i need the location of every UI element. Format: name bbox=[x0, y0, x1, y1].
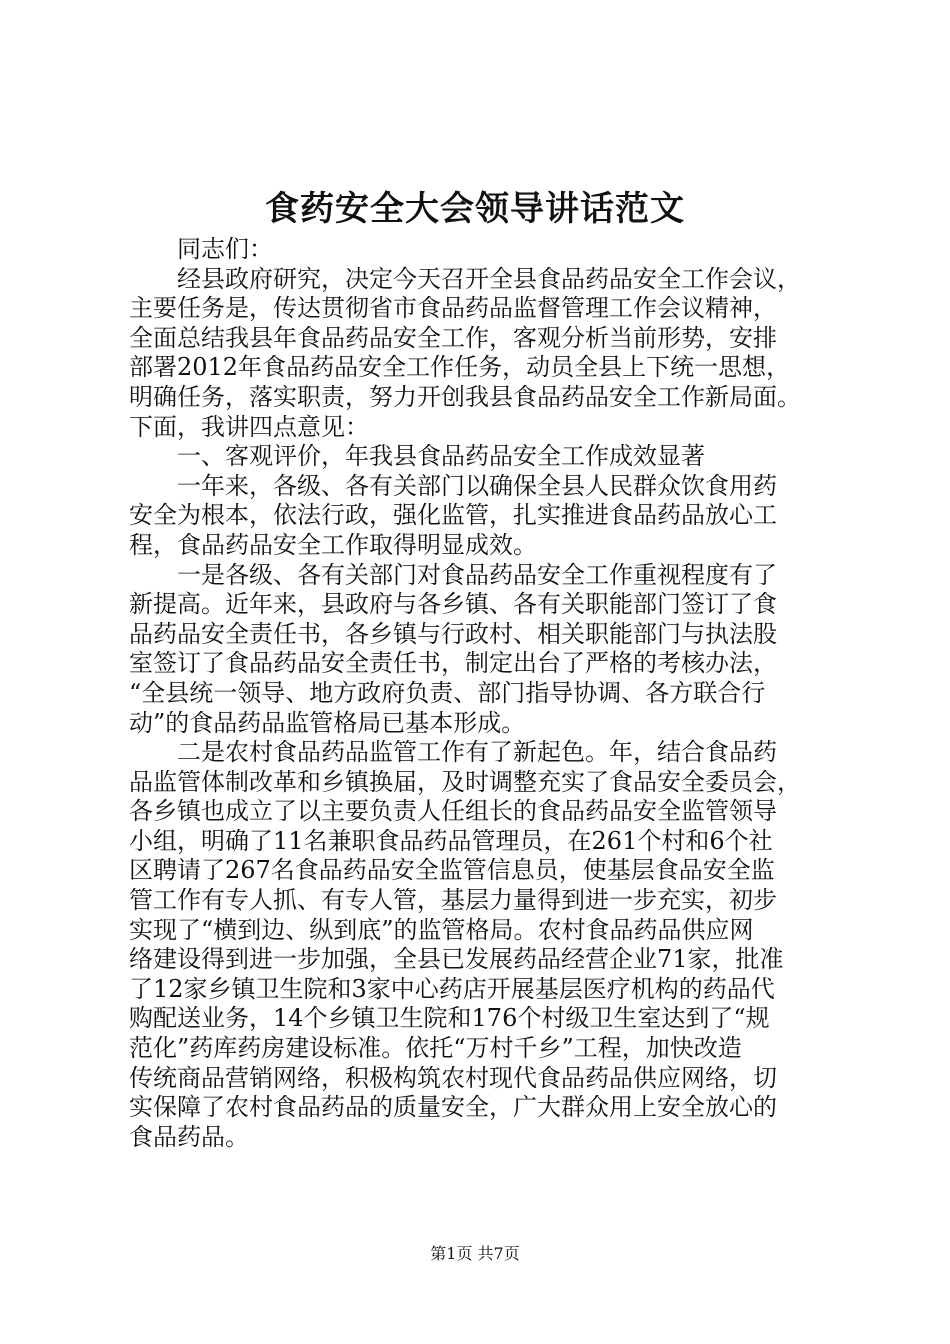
text-line: 范化”药库药房建设标准。依托“万村千乡”工程，加快改造 bbox=[129, 1034, 742, 1063]
paragraph-point-two bbox=[129, 738, 834, 1152]
text-line: 品药品安全责任书，各乡镇与行政村、相关职能部门与执法股 bbox=[129, 619, 777, 648]
page-number-footer: 第1页 共7页 bbox=[430, 1244, 520, 1263]
text-line: “全县统一领导、地方政府负责、部门指导协调、各方联合行 bbox=[129, 678, 766, 707]
text-line: 同志们： bbox=[177, 235, 273, 263]
text-line: 一年来，各级、各有关部门以确保全县人民群众饮食用药 bbox=[177, 471, 777, 500]
text-line: 主要任务是，传达贯彻省市食品药品监督管理工作会议精神， bbox=[129, 294, 777, 323]
document-body bbox=[129, 235, 834, 1152]
text-line: 二是农村食品药品监管工作有了新起色。年，结合食品药 bbox=[177, 738, 777, 767]
text-line: 品监管体制改革和乡镇换届，及时调整充实了食品安全委员会， bbox=[129, 767, 801, 796]
text-line: 下面，我讲四点意见： bbox=[129, 412, 369, 441]
paragraph-point-one bbox=[129, 561, 834, 739]
text-line: 传统商品营销网络，积极构筑农村现代食品药品供应网络，切 bbox=[129, 1063, 777, 1092]
text-line: 安全为根本，依法行政，强化监管，扎实推进食品药品放心工 bbox=[129, 501, 777, 530]
text-line: 实保障了农村食品药品的质量安全，广大群众用上安全放心的 bbox=[129, 1093, 777, 1122]
text-line: 一、客观评价，年我县食品药品安全工作成效显著 bbox=[177, 442, 705, 471]
text-line: 络建设得到进一步加强，全县已发展药品经营企业71家，批准 bbox=[129, 945, 784, 974]
text-line: 各乡镇也成立了以主要负责人任组长的食品药品安全监管领导 bbox=[129, 797, 777, 826]
text-line: 小组，明确了11名兼职食品药品管理员，在261个村和6个社 bbox=[129, 826, 773, 855]
text-line: 动”的食品药品监管格局已基本形成。 bbox=[129, 708, 526, 737]
paragraph-overview bbox=[129, 472, 834, 561]
paragraph-intro bbox=[129, 265, 834, 443]
paragraph-greeting bbox=[129, 235, 834, 265]
text-line: 购配送业务，14个乡镇卫生院和176个村级卫生室达到了“规 bbox=[129, 1004, 770, 1033]
document-title: 食药安全大会领导讲话范文 bbox=[265, 189, 685, 229]
text-line: 明确任务，落实职责，努力开创我县食品药品安全工作新局面。 bbox=[129, 382, 801, 411]
text-line: 一是各级、各有关部门对食品药品安全工作重视程度有了 bbox=[177, 560, 777, 589]
text-line: 区聘请了267名食品药品安全监管信息员，使基层食品安全监 bbox=[129, 856, 775, 885]
text-line: 部署2012年食品药品安全工作任务，动员全县上下统一思想， bbox=[129, 353, 791, 382]
text-line: 全面总结我县年食品药品安全工作，客观分析当前形势，安排 bbox=[129, 323, 777, 352]
text-line: 室签订了食品药品安全责任书，制定出台了严格的考核办法， bbox=[129, 649, 777, 678]
text-line: 程，食品药品安全工作取得明显成效。 bbox=[129, 530, 537, 559]
text-line: 新提高。近年来，县政府与各乡镇、各有关职能部门签订了食 bbox=[129, 590, 777, 619]
text-line: 管工作有专人抓、有专人管，基层力量得到进一步充实，初步 bbox=[129, 886, 777, 915]
text-line: 食品药品。 bbox=[129, 1122, 249, 1151]
text-line: 实现了“横到边、纵到底”的监管格局。农村食品药品供应网 bbox=[129, 915, 754, 944]
text-line: 经县政府研究，决定今天召开全县食品药品安全工作会议， bbox=[177, 264, 801, 293]
section-heading bbox=[129, 442, 834, 472]
text-line: 了12家乡镇卫生院和3家中心药店开展基层医疗机构的药品代 bbox=[129, 974, 775, 1003]
